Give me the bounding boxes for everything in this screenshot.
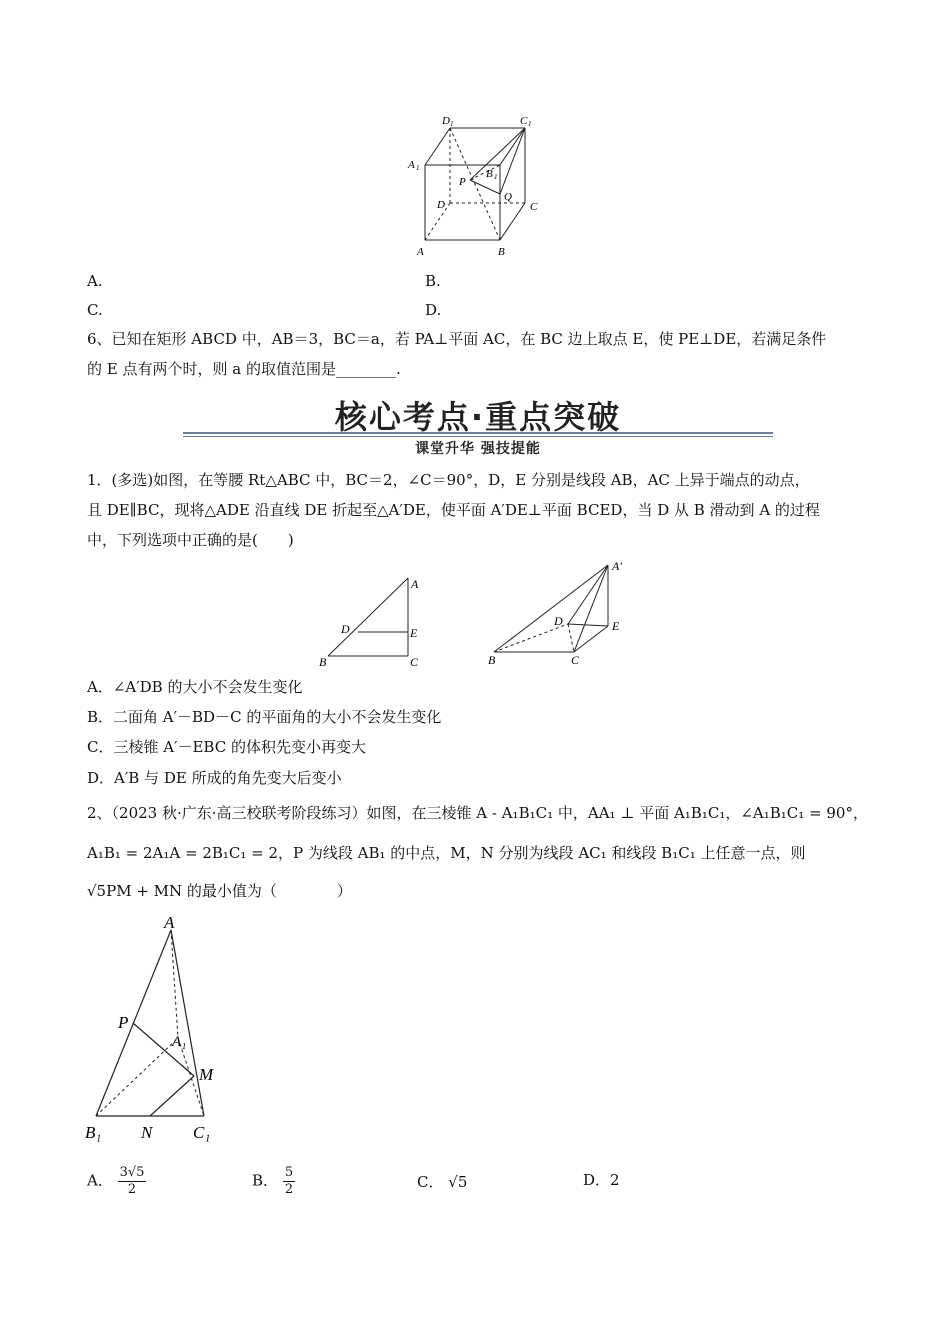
banner-subtitle: 课堂升华 强技提能 bbox=[415, 441, 541, 457]
label-b: B bbox=[498, 246, 505, 258]
q2-option-c-value: √5 bbox=[448, 1173, 468, 1191]
fig-l-label-c: C bbox=[410, 655, 419, 669]
fig-q2-label-b1: B₁ bbox=[85, 1123, 102, 1142]
q2-option-d: D．2 bbox=[583, 1171, 620, 1189]
prev-option-c: C. bbox=[87, 301, 103, 319]
prev-option-b: B. bbox=[425, 272, 441, 290]
q1-figure-left bbox=[316, 570, 426, 672]
q6-line1: 6、已知在矩形 ABCD 中，AB＝3，BC＝a，若 PA⊥平面 AC，在 BC 边上取点 E，使 PE⊥DE，若满足条件 bbox=[87, 330, 827, 348]
fig-q2-label-p: P bbox=[118, 1013, 129, 1032]
fig-q2-label-n: N bbox=[141, 1123, 153, 1142]
q2-option-a-num: 3√5 bbox=[119, 1165, 145, 1180]
label-d1-sub: 1 bbox=[450, 120, 454, 128]
q2-option-a-label: A． bbox=[87, 1171, 113, 1190]
label-p: P bbox=[459, 176, 466, 188]
label-d1: D bbox=[442, 115, 450, 127]
q2-option-a bbox=[87, 1165, 146, 1198]
label-a1-sub: 1 bbox=[416, 164, 420, 172]
q2-option-a-den: 2 bbox=[127, 1182, 137, 1197]
label-q: Q bbox=[504, 191, 512, 203]
label-c1-sub: 1 bbox=[528, 120, 532, 128]
fig-q2-label-c1: C₁ bbox=[193, 1123, 211, 1142]
fig-r-label-c: C bbox=[571, 653, 580, 667]
q1-option-c: C．三棱锥 A′－EBC 的体积先变小再变大 bbox=[87, 738, 366, 756]
fig-r-label-b: B bbox=[488, 653, 496, 667]
q2-line2: A₁B₁ = 2A₁A = 2B₁C₁ = 2，P 为线段 AB₁ 的中点，M，N 分别为线段 AC₁ 和线段 B₁C₁ 上任意一点，则 bbox=[87, 844, 806, 862]
q2-option-b-num: 5 bbox=[284, 1165, 294, 1180]
fig-q2-label-m: M bbox=[199, 1065, 214, 1084]
label-d: D bbox=[437, 199, 445, 211]
fig-l-label-b: B bbox=[319, 655, 327, 669]
q1-option-a: A．∠A′DB 的大小不会发生变化 bbox=[87, 678, 303, 696]
label-a: A bbox=[417, 246, 424, 258]
q2-option-c-label: C． bbox=[417, 1173, 444, 1191]
prev-option-a: A. bbox=[87, 272, 103, 290]
banner-divider-thin bbox=[183, 436, 773, 437]
fig-r-label-d: D bbox=[554, 614, 563, 628]
q1-line1: 1．(多选)如图，在等腰 Rt△ABC 中，BC＝2，∠C＝90°，D，E 分别是线段 AB，AC 上异于端点的动点， bbox=[87, 471, 810, 489]
fig-r-label-a: A′ bbox=[612, 559, 622, 573]
q1-figure-right bbox=[482, 556, 632, 672]
banner-title: 核心考点·重点突破 bbox=[334, 398, 622, 436]
banner-divider bbox=[183, 432, 773, 434]
q2-option-b-den: 2 bbox=[284, 1182, 294, 1197]
q2-line1: 2、（2023 秋·广东·高三校联考阶段练习）如图，在三棱锥 A - A₁B₁C₁ 中，AA₁ ⊥ 平面 A₁B₁C₁，∠A₁B₁C₁ = 90°， bbox=[87, 804, 868, 822]
label-c: C bbox=[530, 201, 538, 213]
q2-option-a-fraction bbox=[118, 1165, 147, 1198]
label-b1: B bbox=[486, 168, 493, 180]
label-a1: A bbox=[408, 159, 415, 171]
q1-option-b: B．二面角 A′－BD－C 的平面角的大小不会发生变化 bbox=[87, 708, 442, 726]
label-c1: C bbox=[520, 115, 528, 127]
fig-q2-label-a1: A₁ bbox=[172, 1034, 187, 1050]
fig-l-label-e: E bbox=[410, 626, 418, 640]
label-b1-sub: 1 bbox=[494, 173, 498, 181]
q6-line2: 的 E 点有两个时，则 a 的取值范围是________. bbox=[87, 360, 401, 378]
q2-option-b-label: B． bbox=[252, 1171, 279, 1190]
q2-figure bbox=[80, 908, 230, 1148]
cube-figure bbox=[400, 108, 560, 268]
q1-line2: 且 DE∥BC，现将△ADE 沿直线 DE 折起至△A′DE，使平面 A′DE⊥平面 BCED，当 D 从 B 滑动到 A 的过程 bbox=[87, 501, 820, 519]
q1-line3: 中，下列选项中正确的是( ) bbox=[87, 531, 294, 549]
fig-r-label-e: E bbox=[612, 619, 620, 633]
q2-option-b bbox=[252, 1165, 295, 1198]
fig-q2-label-a: A bbox=[164, 913, 175, 932]
q2-option-b-fraction bbox=[283, 1165, 295, 1198]
fig-l-label-d: D bbox=[341, 622, 350, 636]
q2-line3: √5PM + MN 的最小值为（ ） bbox=[87, 882, 352, 900]
section-banner bbox=[183, 392, 773, 462]
prev-option-d: D. bbox=[425, 301, 442, 319]
q2-option-c bbox=[417, 1167, 467, 1197]
fig-l-label-a: A bbox=[411, 577, 419, 591]
q1-option-d: D．A′B 与 DE 所成的角先变大后变小 bbox=[87, 769, 342, 787]
